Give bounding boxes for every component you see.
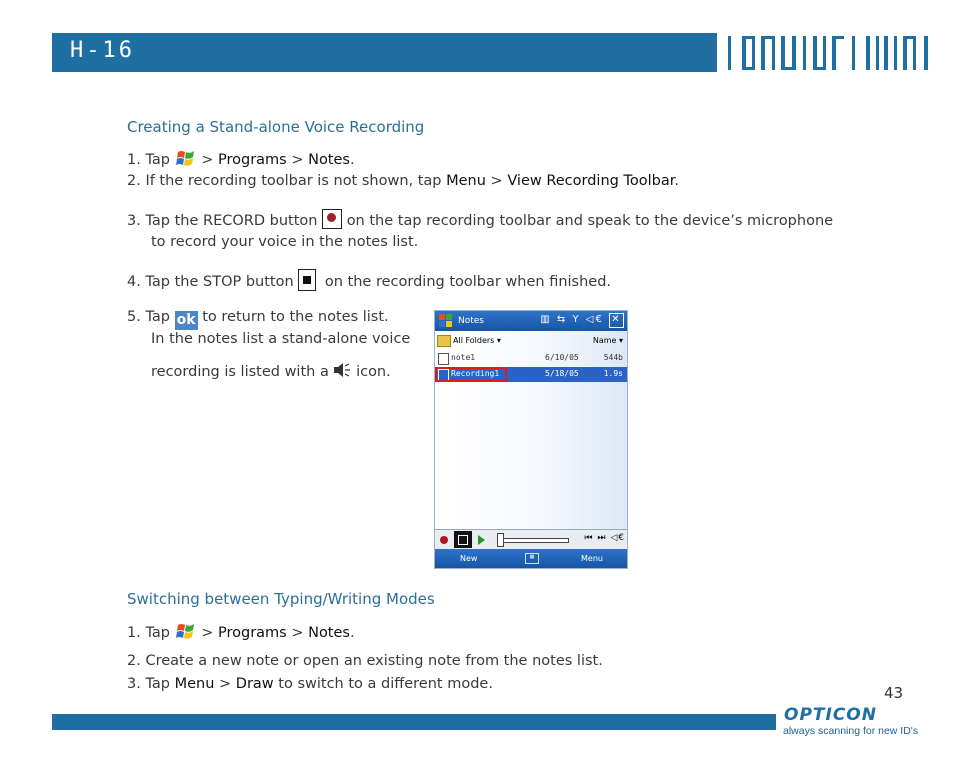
device-softkey-bar bbox=[435, 549, 627, 568]
step-text: 2. If the recording toolbar is not shown, tap bbox=[127, 173, 442, 189]
list-item bbox=[435, 351, 627, 366]
opticon-logo-text: OPTICON bbox=[784, 705, 877, 724]
view-recording-toolbar-label: View Recording Toolbar bbox=[507, 173, 675, 189]
item-size: 1.9s bbox=[603, 369, 623, 378]
step-prefix: 1. Tap bbox=[127, 625, 170, 641]
folder-filter-label: All Folders ▾ bbox=[453, 336, 501, 345]
step-5-ok bbox=[127, 306, 389, 330]
step-3-record bbox=[127, 209, 833, 232]
tagline: always scanning for new ID's bbox=[783, 725, 919, 737]
record-icon bbox=[440, 536, 448, 544]
menu-label: Menu bbox=[446, 173, 486, 189]
stop-button-icon bbox=[298, 269, 316, 291]
separator: > bbox=[490, 173, 503, 189]
folder-icon bbox=[437, 335, 451, 347]
device-app-title: Notes bbox=[458, 316, 484, 326]
device-status-icons-text: ▥ ⇆ Y ◁€ bbox=[540, 314, 604, 325]
item-name: Recording1 bbox=[451, 369, 500, 378]
draw-label: Draw bbox=[235, 676, 274, 692]
separator: > bbox=[201, 152, 214, 168]
step-5-line-3 bbox=[151, 361, 391, 383]
step-text: 4. Tap the STOP button bbox=[127, 274, 294, 290]
record-button-icon bbox=[322, 209, 342, 229]
programs-label: Programs bbox=[217, 625, 287, 641]
step-text: 5. Tap bbox=[127, 309, 170, 325]
page-title: H-16 bbox=[70, 38, 135, 63]
note-icon bbox=[438, 353, 449, 365]
device-folder-filter bbox=[435, 335, 627, 349]
windows-start-icon bbox=[175, 621, 197, 641]
device-notes-list bbox=[435, 331, 627, 531]
slider-thumb bbox=[497, 533, 504, 547]
highlight-outline bbox=[435, 367, 507, 382]
close-icon: ✕ bbox=[609, 313, 624, 328]
page-number: 43 bbox=[884, 684, 904, 702]
step-3-line-2: to record your voice in the notes list. bbox=[151, 234, 419, 250]
step-text: on the recording toolbar when finished. bbox=[324, 274, 612, 290]
footer-bar bbox=[52, 714, 776, 730]
section-heading-typing-modes: Switching between Typing/Writing Modes bbox=[127, 590, 435, 608]
stop-icon bbox=[454, 531, 472, 548]
step-text: recording is listed with a bbox=[151, 364, 329, 380]
step-1-tap-programs-notes bbox=[127, 621, 355, 644]
separator: > bbox=[291, 625, 304, 641]
notes-label: Notes bbox=[308, 152, 350, 168]
step-text: 3. Tap the RECORD button bbox=[127, 213, 318, 229]
step-4-stop bbox=[127, 269, 611, 293]
section-heading-voice-recording: Creating a Stand-alone Voice Recording bbox=[127, 118, 425, 136]
period: . bbox=[349, 625, 355, 641]
period: . bbox=[349, 152, 355, 168]
ok-button-icon: ok bbox=[175, 311, 198, 330]
item-date: 5/18/05 bbox=[545, 369, 579, 378]
step-text: to switch to a different mode. bbox=[278, 676, 493, 692]
windows-start-icon bbox=[438, 313, 454, 329]
separator: > bbox=[219, 676, 232, 692]
step-text: icon. bbox=[356, 364, 391, 380]
header-bar bbox=[52, 33, 717, 72]
skip-volume-icons: ⏮ ⏭ ◁€ bbox=[584, 533, 625, 543]
programs-label: Programs bbox=[217, 152, 287, 168]
period: . bbox=[674, 173, 679, 189]
barcode-logo bbox=[728, 36, 936, 70]
device-notes-screenshot bbox=[434, 310, 628, 569]
keyboard-icon: ▦ bbox=[525, 553, 539, 564]
step-text: to return to the notes list. bbox=[202, 309, 389, 325]
item-name: note1 bbox=[451, 353, 476, 362]
step-prefix: 3. Tap bbox=[127, 676, 170, 692]
step-1-tap-programs-notes bbox=[127, 148, 355, 171]
softkey-new: New bbox=[460, 554, 478, 563]
step-3-menu-draw bbox=[127, 673, 493, 695]
position-slider bbox=[497, 538, 569, 543]
item-date: 6/10/05 bbox=[545, 353, 579, 362]
speaker-icon bbox=[333, 362, 351, 378]
notes-label: Notes bbox=[308, 625, 350, 641]
step-prefix: 1. Tap bbox=[127, 152, 170, 168]
device-recording-toolbar bbox=[435, 529, 627, 550]
sort-label: Name ▾ bbox=[592, 336, 623, 345]
menu-label: Menu bbox=[174, 676, 215, 692]
device-title-bar bbox=[435, 311, 627, 331]
step-2-create-note: 2. Create a new note or open an existing note from the notes list. bbox=[127, 653, 603, 669]
device-status-icons bbox=[540, 313, 624, 328]
step-text: on the tap recording toolbar and speak to the device’s microphone bbox=[346, 213, 834, 229]
softkey-menu: Menu bbox=[581, 554, 603, 563]
separator: > bbox=[201, 625, 214, 641]
item-size: 544b bbox=[603, 353, 623, 362]
opticon-logo bbox=[784, 704, 930, 724]
play-icon bbox=[478, 535, 485, 545]
step-5-line-2: In the notes list a stand-alone voice bbox=[151, 331, 411, 347]
separator: > bbox=[291, 152, 304, 168]
windows-start-icon bbox=[175, 148, 197, 168]
step-2-view-recording-toolbar bbox=[127, 170, 679, 192]
